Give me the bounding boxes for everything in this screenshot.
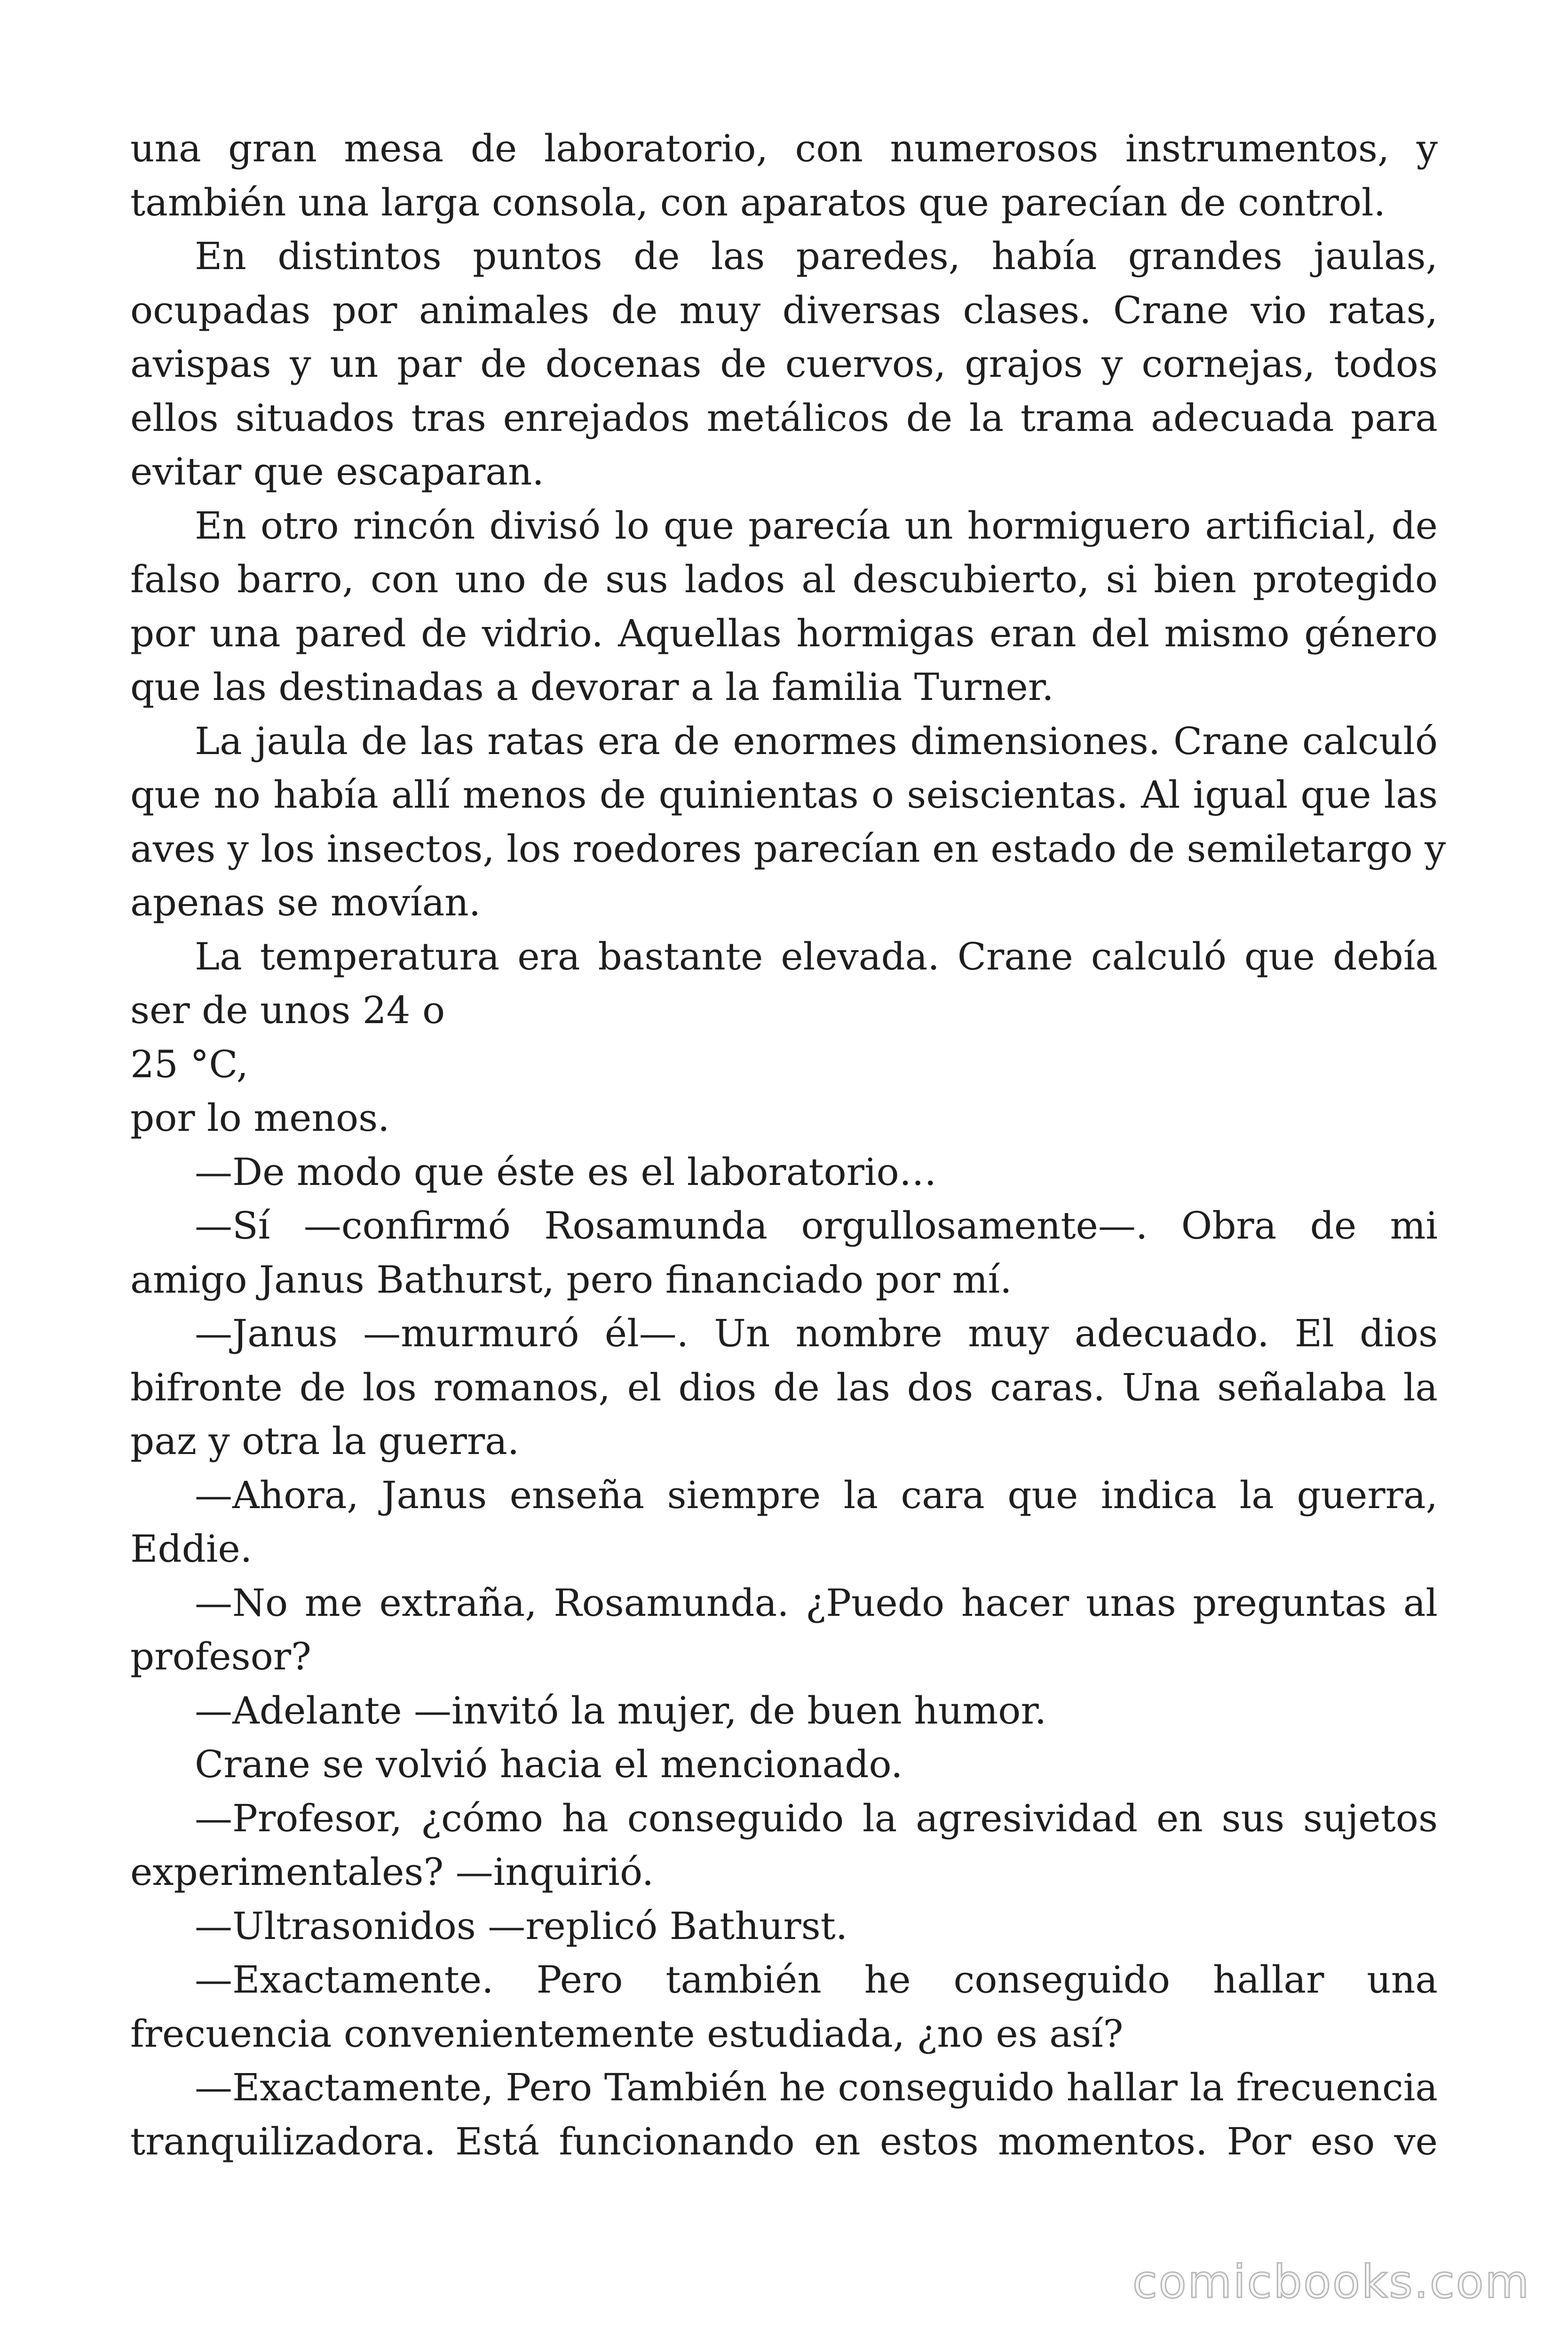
text-line: —Ultrasonidos —replicó Bathurst. bbox=[195, 1904, 848, 1948]
text-line: La temperatura era bastante elevada. Crane calculó que debía bbox=[195, 934, 1438, 978]
text-line: En otro rincón divisó lo que parecía un hormiguero artificial, de bbox=[195, 503, 1438, 548]
page-body bbox=[130, 122, 1446, 2169]
text-line: que no había allí menos de quinientas o seiscientas. Al igual que las bbox=[130, 773, 1438, 817]
text-line: 25 °C, bbox=[130, 1042, 249, 1086]
text-line: —Exactamente, Pero También he conseguido hallar la frecuencia bbox=[195, 2066, 1438, 2109]
text-line: tranquilizadora. Está funcionando en estos momentos. Por eso ve bbox=[130, 2119, 1438, 2163]
watermark: comicbooks.com bbox=[1132, 2256, 1530, 2308]
text-line: —Ahora, Janus enseña siempre la cara que indica la guerra, bbox=[195, 1473, 1438, 1517]
text-line: avispas y un par de docenas de cuervos, grajos y cornejas, todos bbox=[130, 342, 1438, 386]
text-line: La jaula de las ratas era de enormes dimensiones. Crane calculó bbox=[195, 719, 1438, 763]
text-line: —Sí —confirmó Rosamunda orgullosamente—. Obra de mi bbox=[195, 1204, 1438, 1248]
text-line: paz y otra la guerra. bbox=[130, 1419, 520, 1463]
text-line: ser de unos 24 o bbox=[130, 988, 445, 1032]
text-line: profesor? bbox=[130, 1635, 311, 1678]
text-line: —Exactamente. Pero también he conseguido hallar una bbox=[195, 1958, 1438, 2002]
text-line: aves y los insectos, los roedores parecían en estado de semiletargo y bbox=[130, 826, 1446, 871]
text-line: frecuencia convenientemente estudiada, ¿no es así? bbox=[130, 2011, 1124, 2056]
text-line: bifronte de los romanos, el dios de las dos caras. Una señalaba la bbox=[130, 1365, 1438, 1409]
text-line: —Profesor, ¿cómo ha conseguido la agresividad en sus sujetos bbox=[195, 1796, 1438, 1840]
text-line: En distintos puntos de las paredes, había grandes jaulas, bbox=[195, 234, 1438, 278]
text-line: experimentales? —inquirió. bbox=[130, 1850, 654, 1894]
text-line: ocupadas por animales de muy diversas clases. Crane vio ratas, bbox=[130, 288, 1438, 332]
text-line: una gran mesa de laboratorio, con numerosos instrumentos, y bbox=[130, 127, 1438, 170]
text-line: apenas se movían. bbox=[130, 881, 481, 924]
text-line: falso barro, con uno de sus lados al descubierto, si bien protegido bbox=[130, 557, 1438, 601]
text-line: —No me extraña, Rosamunda. ¿Puedo hacer unas preguntas al bbox=[195, 1581, 1438, 1625]
text-line: por una pared de vidrio. Aquellas hormigas eran del mismo género bbox=[130, 611, 1438, 655]
text-line: también una larga consola, con aparatos que parecían de control. bbox=[130, 180, 1386, 224]
text-line: por lo menos. bbox=[130, 1096, 390, 1140]
text-line: ellos situados tras enrejados metálicos de la trama adecuada para bbox=[130, 396, 1438, 440]
text-line: Eddie. bbox=[130, 1527, 253, 1571]
text-line: evitar que escaparan. bbox=[130, 450, 544, 493]
text-line: Crane se volvió hacia el mencionado. bbox=[195, 1742, 903, 1786]
text-line: que las destinadas a devorar a la familia Turner. bbox=[130, 665, 1054, 709]
text-line: —Adelante —invitó la mujer, de buen humor. bbox=[195, 1688, 1047, 1732]
text-line: —De modo que éste es el laboratorio… bbox=[195, 1150, 937, 1194]
text-line: amigo Janus Bathurst, pero financiado por mí. bbox=[130, 1257, 1012, 1302]
text-line: —Janus —murmuró él—. Un nombre muy adecuado. El dios bbox=[195, 1311, 1438, 1355]
